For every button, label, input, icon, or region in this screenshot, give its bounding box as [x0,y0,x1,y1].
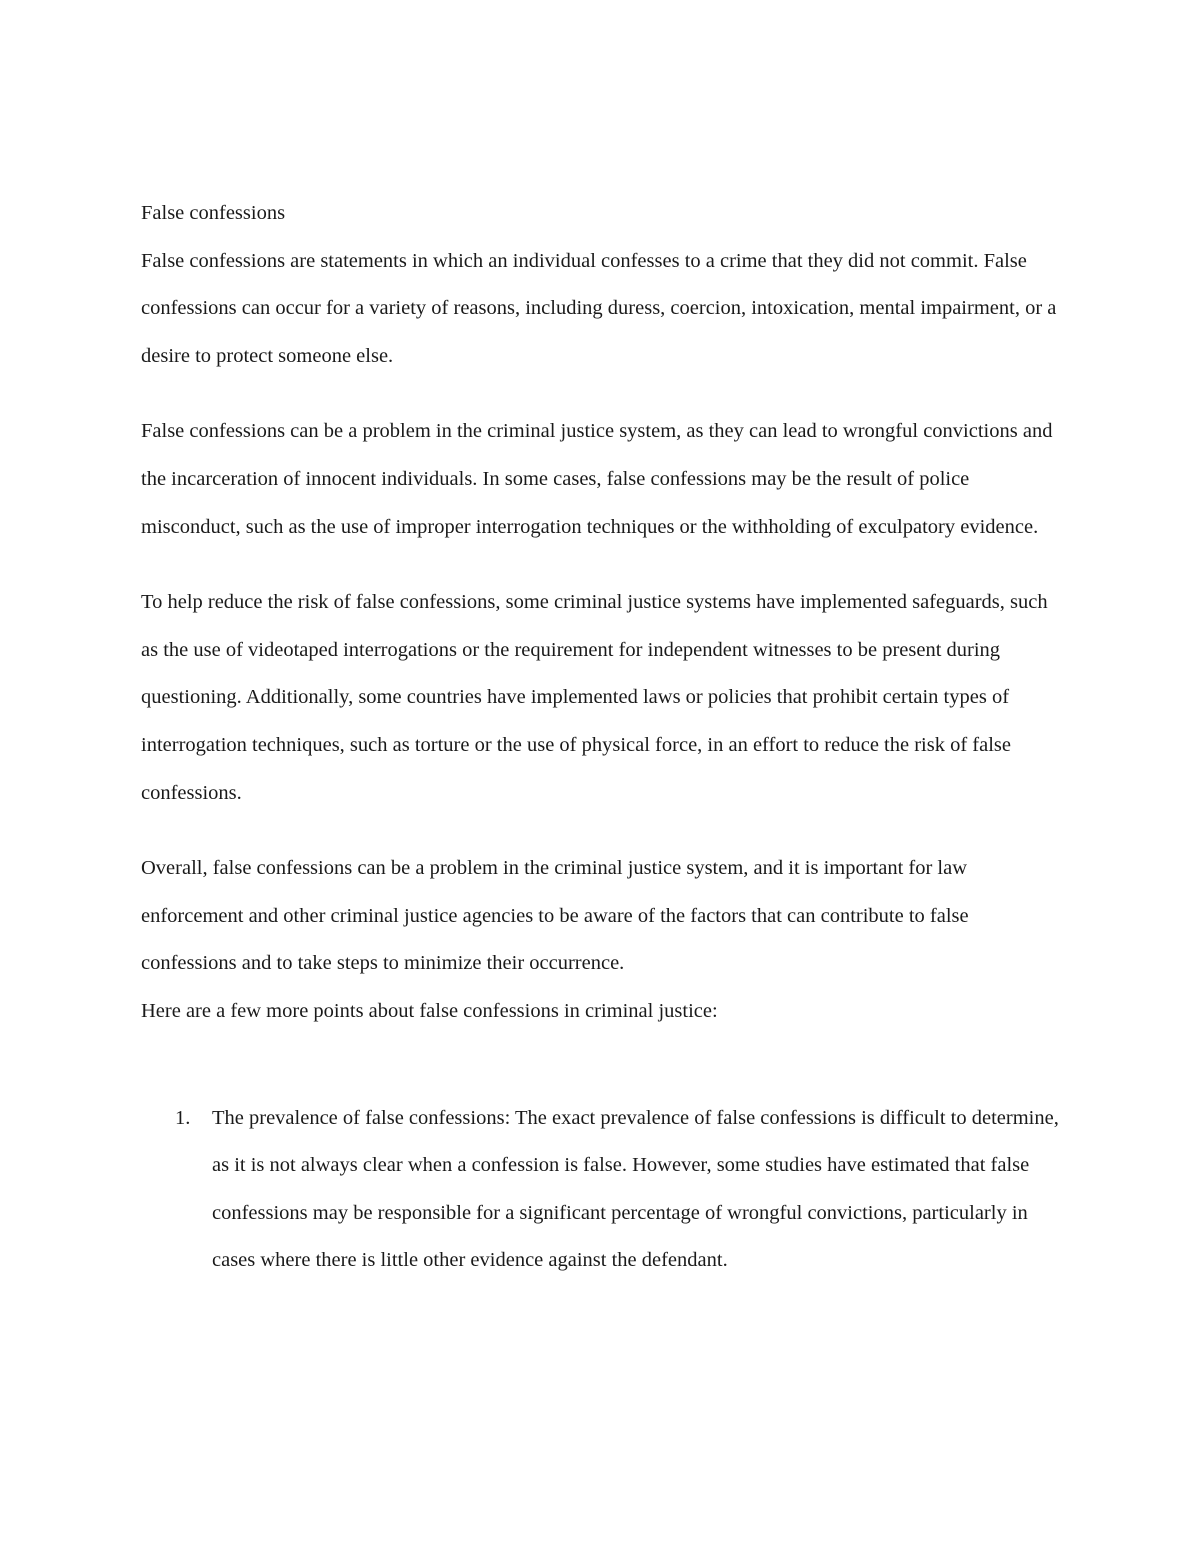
points-list [141,1095,1066,1285]
paragraph-problem: False confessions can be a problem in the criminal justice system, as they can lead to wrongful convictions and the incarceration of innocent individuals. In some cases, false confessions may be the result of police misconduct, such as the use of improper interrogation techniques or the withholding of exculpatory evidence. [141,420,1053,538]
paragraph-safeguards: To help reduce the risk of false confessions, some criminal justice systems have implemented safeguards, such as the use of videotaped interrogations or the requirement for independent witnesses to be present during questioning. Additionally, some countries have implemented laws or policies that prohibit certain types of interrogation techniques, such as torture or the use of physical force, in an effort to reduce the risk of false confessions. [141,591,1048,804]
paragraph-definition: False confessions are statements in which an individual confesses to a crime that they did not commit. False confessions can occur for a variety of reasons, including duress, coercion, intoxication, mental impairment, or a desire to protect someone else. [141,249,1057,367]
document-page [141,190,1066,1285]
document-title: False confessions [141,202,286,224]
list-item [141,1095,1066,1285]
paragraph-intro-points: Here are a few more points about false confessions in criminal justice: [141,999,718,1022]
list-item-number: 1. [175,1106,191,1129]
list-item-text: The prevalence of false confessions: The exact prevalence of false confessions is difficult to determine, as it is not always clear when a confession is false. However, some studies have estimated that false confessions may be responsible for a significant percentage of wrongful convictions, particularly in cases where there is little other evidence against the defendant. [212,1106,1059,1272]
paragraph-overall: Overall, false confessions can be a problem in the criminal justice system, and it is important for law enforcement and other criminal justice agencies to be aware of the factors that can contribute to false confessions and to take steps to minimize their occurrence. [141,857,969,975]
